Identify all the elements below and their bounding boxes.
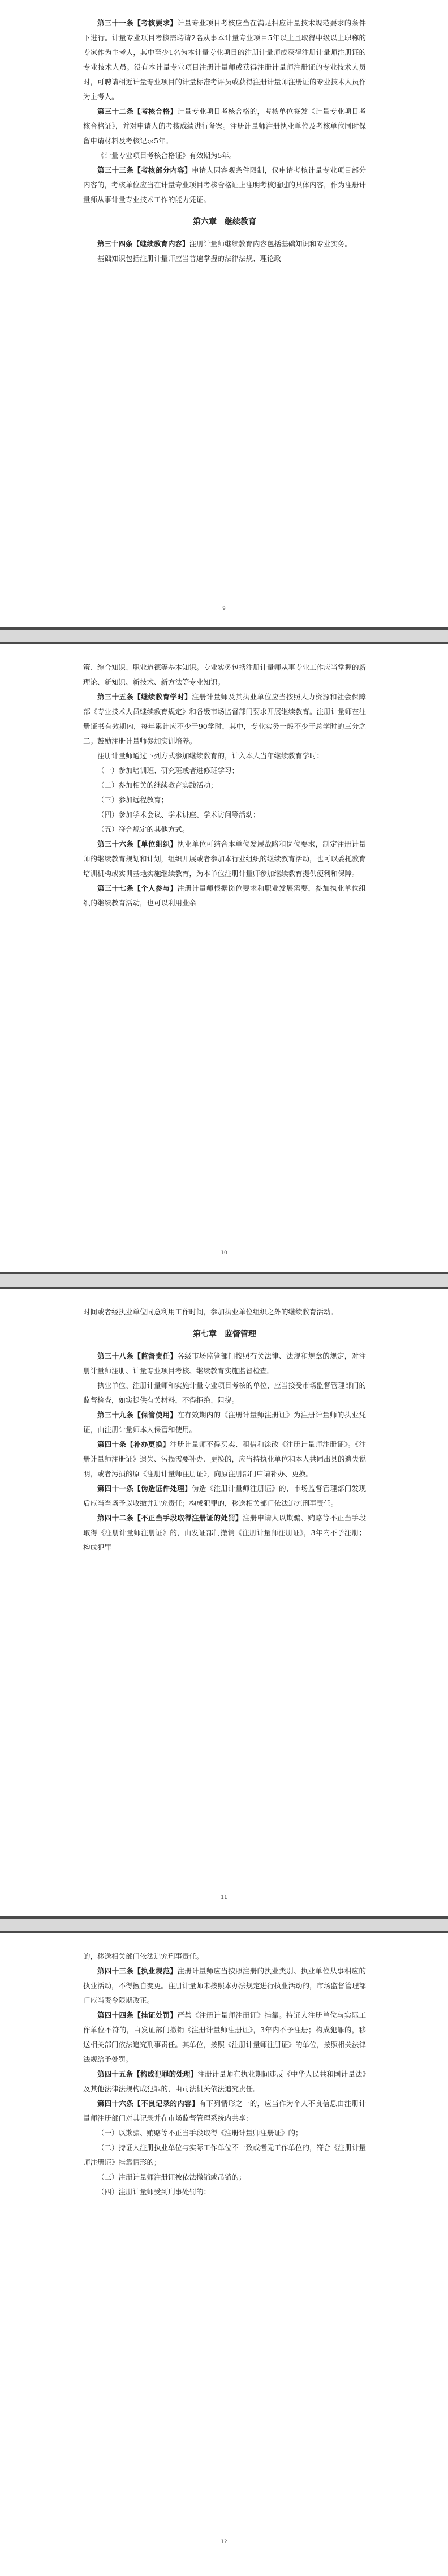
list-item: （一）以欺骗、贿赂等不正当手段取得《注册计量师注册证》的； <box>97 2129 303 2137</box>
article-45 <box>83 2067 366 2096</box>
page-body <box>83 1949 366 2199</box>
page-number: 10 <box>221 1250 227 1256</box>
article-number: 第三十五条 <box>97 693 134 701</box>
page-body <box>83 16 366 266</box>
page-number: 12 <box>221 2539 227 2545</box>
document-page-4 <box>0 1933 448 2576</box>
article-number: 第三十七条 <box>97 884 134 892</box>
article-heading: 【补办更换】 <box>126 1440 170 1449</box>
article-number: 第四十六条 <box>97 2099 134 2108</box>
continued-paragraph: 的，移送相关部门依法追究刑事责任。 <box>83 1952 204 1960</box>
article-number: 第三十二条 <box>97 107 134 116</box>
article-text: 注册计量师应当按照注册的执业类别、执业单位从事相应的执业活动，不得擅自变更。注册计量师未按照本办法规定进行执业活动的，市场监督管理部门应当责令限期改正。 <box>83 1967 367 2005</box>
article-text: 注册计量师不得买卖、租借和涂改《注册计量师注册证》。《注册计量师注册证》遗失、污损需要补办、更换的，应当持执业单位和本人共同出具的遗失说明，或者污损的原《注册计量师注册证》，向原注册部门申请补办、更换。 <box>83 1440 367 1478</box>
article-number: 第三十六条 <box>97 840 134 848</box>
paragraph-text: 注册计量师通过下列方式参加继续教育的，计入本人当年继续教育学时： <box>97 751 324 760</box>
chapter-heading: 第六章 继续教育 <box>193 217 256 227</box>
article-number: 第三十八条 <box>97 1352 134 1360</box>
article-number: 第四十二条 <box>97 1514 134 1522</box>
article-37 <box>83 881 366 911</box>
article-31 <box>83 16 366 104</box>
article-heading: 【保管使用】 <box>133 1411 178 1419</box>
article-46 <box>83 2096 366 2126</box>
article-number: 第四十五条 <box>97 2070 133 2078</box>
article-number: 第四十四条 <box>97 2011 134 2019</box>
article-number: 第三十九条 <box>97 1411 134 1419</box>
paragraph-text: 基础知识包括注册计量师应当普遍掌握的法律法规、理论政 <box>97 254 282 263</box>
article-number: 第三十四条 <box>97 240 133 248</box>
paragraph-text: 执业单位、注册计量师和实施计量专业项目考核的单位，应当接受市场监督管理部门的监督检查，如实提供有关材料，不得拒绝、阻挠。 <box>83 1381 367 1404</box>
article-text: 各级市场监管部门按照有关法律、法规和规章的规定，对注册计量师注册、计量专业项目考核、继续教育实施监督检查。 <box>83 1352 366 1375</box>
article-heading: 【挂证处罚】 <box>133 2011 178 2019</box>
article-number: 第四十三条 <box>97 1967 134 1975</box>
article-44 <box>83 2008 366 2067</box>
list-item: （三）注册计量师注册证被依法撤销或吊销的； <box>97 2173 246 2181</box>
document-page-3 <box>0 1289 448 1916</box>
article-38 <box>83 1349 366 1378</box>
article-text: 注册计量师根据岗位要求和职业发展需要，参加执业单位组织的继续教育活动，也可以利用业余 <box>83 884 366 907</box>
paragraph-text: 《计量专业项目考核合格证》有效期为5年。 <box>97 151 236 160</box>
list-item: （二）参加相关的继续教育实践活动； <box>97 781 218 789</box>
article-42 <box>83 1511 366 1555</box>
article-text: 注册计量师及其执业单位应当按照人力资源和社会保障部《专业技术人员继续教育规定》和各级市场监督部门要求开展继续教育。注册计量师在注册证书有效期内，每年累计应不少于90学时，其中，专业实务一般不少于总学时的三分之二。鼓励注册计量师参加实训培养。 <box>83 693 367 745</box>
article-text: 申请人因客观条件限制，仅申请考核计量专业项目部分内容的，考核单位应当在计量专业项目考核合格证上注明考核通过的具体内容，作为注册计量师从事计量专业技术工作的能力凭证。 <box>83 166 367 204</box>
article-heading: 【个人参与】 <box>133 884 178 892</box>
article-heading: 【考核部分内容】 <box>133 166 192 174</box>
article-number: 第三十三条 <box>97 166 134 174</box>
page-number: 11 <box>221 1895 227 1900</box>
article-heading: 【不良记录的内容】 <box>133 2099 199 2108</box>
article-text: 有下列情形之一的，应当作为个人不良信息由注册计量师注册部门对其记录并在市场监督管理系统内共享： <box>83 2099 366 2122</box>
article-heading: 【构成犯罪的处理】 <box>133 2070 198 2078</box>
continued-paragraph: 时间或者经执业单位同意利用工作时间，参加执业单位组织之外的继续教育活动。 <box>83 1308 338 1316</box>
article-number: 第四十条 <box>97 1440 127 1449</box>
article-33 <box>83 163 366 207</box>
article-text: 在有效期内的《注册计量师注册证》为注册计量师的执业凭证，由注册计量师本人保管和使用。 <box>83 1411 366 1434</box>
page-body <box>83 1305 366 1555</box>
article-41 <box>83 1481 366 1511</box>
list-item: （四）参加学术会议、学术讲座、学术访问等活动； <box>97 810 260 819</box>
page-separator <box>0 627 448 644</box>
article-text: 注册申请人以欺骗、贿赂等不正当手段取得《注册计量师注册证》的，由发证部门撤销《注册计量师注册证》，3年内不予注册；构成犯罪 <box>83 1514 366 1552</box>
article-heading: 【继续教育内容】 <box>132 240 189 248</box>
article-heading: 【单位组织】 <box>133 840 178 848</box>
article-text: 注册计量师继续教育内容包括基础知识和专业实务。 <box>189 240 352 248</box>
page-separator <box>0 1272 448 1289</box>
article-heading: 【考核合格】 <box>133 107 178 116</box>
article-39 <box>83 1408 366 1437</box>
article-text: 执业单位可结合本单位发展战略和岗位要求，制定注册计量师的继续教育规划和计划，组织开展或者参加本行业组织的继续教育活动，也可以委托教育培训机构或实训基地实施继续教育，为本单位注册计量师参加继续教育提供便利和保障。 <box>83 840 367 878</box>
article-heading: 【继续教育学时】 <box>133 693 192 701</box>
continued-paragraph: 策、综合知识、职业道德等基本知识。专业实务包括注册计量师从事专业工作应当掌握的新理论、新知识、新技术、新方法等专业知识。 <box>83 663 367 686</box>
article-text: 计量专业项目考核合格的，考核单位签发《计量专业项目考核合格证》，并对申请人的考核成绩进行备案。注册计量师注册执业单位及考核单位同时保留申请材料及考核记录5年。 <box>83 107 366 145</box>
article-34 <box>83 237 366 251</box>
article-number: 第四十一条 <box>97 1484 134 1493</box>
list-item: （一）参加培训班、研究班或者进修班学习； <box>97 766 239 775</box>
paragraph <box>83 749 366 763</box>
article-text: 伪造《注册计量师注册证》的，市场监督管理部门发现后应当当场予以收缴并追究责任；构成犯罪的，移送相关部门依法追究刑事责任。 <box>83 1484 366 1507</box>
article-text: 计量专业项目考核应当在满足相应计量技术规范要求的条件下进行。计量专业项目考核需聘请2名从事本计量专业项目5年以上且取得中级以上职称的专家作为主考人，其中至少1名为本计量专业项目的注册计量师或获得注册计量师注册证的专业技术人员。没有本计量专业项目注册计量师或获得注册计量师注册证的专业技术人员时，可聘请相近计量专业项目的计量标准考评员或获得注册计量师注册证的专业技术人员作为主考人。 <box>83 19 367 101</box>
article-heading: 【不正当手段取得注册证的处罚】 <box>133 1514 243 1522</box>
list-item: （二）持证人注册执业单位与实际工作单位不一致或者无工作单位的，符合《注册计量师注册证》挂靠情形的； <box>83 2143 367 2167</box>
paragraph <box>83 251 366 266</box>
article-32 <box>83 104 366 148</box>
page-body <box>83 660 366 911</box>
article-heading: 【执业规范】 <box>133 1967 178 1975</box>
article-40 <box>83 1437 366 1481</box>
paragraph <box>83 1378 366 1408</box>
article-heading: 【考核要求】 <box>133 19 178 27</box>
page-separator <box>0 1916 448 1933</box>
article-36 <box>83 837 366 881</box>
page-number: 9 <box>222 606 226 612</box>
list-item: （四）注册计量师受到刑事处罚的； <box>97 2188 211 2196</box>
article-35 <box>83 690 366 749</box>
article-number: 第三十一条 <box>97 19 134 27</box>
list-item: （三）参加远程教育； <box>97 796 169 804</box>
article-43 <box>83 1964 366 2008</box>
article-text: 注册计量师在执业期间违反《中华人民共和国计量法》及其他法律法规构成犯罪的，由司法机关依法追究责任。 <box>83 2070 366 2093</box>
article-text: 严禁《注册计量师注册证》挂靠。持证人注册单位与实际工作单位不符的，由发证部门撤销《注册计量师注册证》，3年内不予注册；构成犯罪的，移送相关部门依法追究刑事责任。其单位，按照《注册计量师注册证》的单位，按照相关法律法规给予处罚。 <box>83 2011 367 2064</box>
article-heading: 【伪造证件处理】 <box>133 1484 192 1493</box>
list-item: （五）符合规定的其他方式。 <box>97 825 189 834</box>
paragraph <box>83 148 366 163</box>
article-heading: 【监督责任】 <box>133 1352 178 1360</box>
document-page-1 <box>0 0 448 627</box>
document-page-2 <box>0 644 448 1272</box>
chapter-heading: 第七章 监督管理 <box>193 1330 256 1339</box>
